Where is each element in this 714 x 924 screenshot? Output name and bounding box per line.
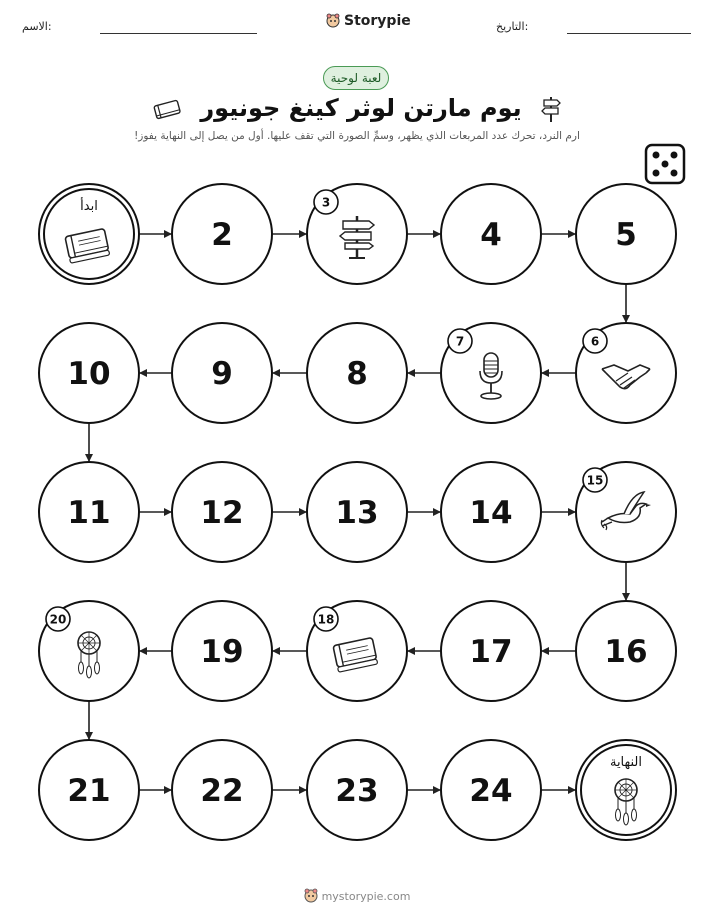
board-square-5	[576, 184, 676, 284]
square-number: 2	[211, 217, 233, 253]
square-number: 22	[200, 773, 244, 809]
instructions: ارم النرد، تحرك عدد المربعات الذي يظهر، وسمِّ الصورة التي تقف عليها. أول من يصل إلى النهاية يفوز!	[134, 130, 580, 142]
board-square-22	[172, 740, 272, 840]
square-number-badge: 3	[321, 195, 331, 210]
finish-square	[576, 740, 676, 840]
board-square-10	[39, 323, 139, 423]
square-number-badge: 7	[455, 334, 465, 349]
board-square-11	[39, 462, 139, 562]
board-square-17	[441, 601, 541, 701]
footer	[0, 888, 714, 904]
square-number: 19	[200, 634, 244, 670]
board-square-21	[39, 740, 139, 840]
square-number: 14	[469, 495, 513, 531]
date-label: التاريخ:	[496, 20, 529, 33]
square-number: 16	[604, 634, 648, 670]
square-number: 23	[335, 773, 379, 809]
start-label: ابدأ	[80, 199, 98, 214]
board-square-3	[307, 184, 407, 284]
board-square-14	[441, 462, 541, 562]
board-square-15	[576, 462, 676, 562]
board-square-12	[172, 462, 272, 562]
square-number: 12	[200, 495, 244, 531]
start-square	[39, 184, 139, 284]
mascot-icon	[304, 888, 318, 904]
square-number: 17	[469, 634, 513, 670]
board-square-23	[307, 740, 407, 840]
board-square-2	[172, 184, 272, 284]
footer-url: mystorypie.com	[321, 889, 411, 903]
square-number: 5	[615, 217, 637, 253]
square-number: 8	[346, 356, 368, 392]
square-number: 13	[335, 495, 379, 531]
square-number: 4	[480, 217, 502, 253]
board-square-19	[172, 601, 272, 701]
square-number-badge: 6	[590, 334, 600, 349]
board-squares	[39, 184, 676, 840]
title-text: يوم مارتن لوثر كينغ جونيور	[200, 94, 522, 122]
square-number: 10	[67, 356, 111, 392]
dreamcatcher-icon	[78, 632, 100, 678]
board-square-9	[172, 323, 272, 423]
dreamcatcher-icon	[615, 779, 637, 825]
board-square-7	[441, 323, 541, 423]
square-number: 9	[211, 356, 233, 392]
finish-label: النهاية	[609, 755, 643, 770]
board-square-4	[441, 184, 541, 284]
square-number: 21	[67, 773, 111, 809]
square-number: 24	[469, 773, 513, 809]
board-square-6	[576, 323, 676, 423]
square-number-badge: 18	[317, 612, 335, 627]
square-number: 11	[67, 495, 111, 531]
board-square-13	[307, 462, 407, 562]
board-square-18	[307, 601, 407, 701]
game-type-badge: لعبة لوحية	[323, 66, 389, 90]
square-number-badge: 15	[586, 473, 604, 488]
square-number-badge: 20	[49, 612, 67, 627]
board-square-24	[441, 740, 541, 840]
name-label: الاسم:	[22, 20, 52, 33]
board-square-8	[307, 323, 407, 423]
brand-name: Storypie	[344, 13, 411, 29]
board-square-16	[576, 601, 676, 701]
board-square-20	[39, 601, 139, 701]
